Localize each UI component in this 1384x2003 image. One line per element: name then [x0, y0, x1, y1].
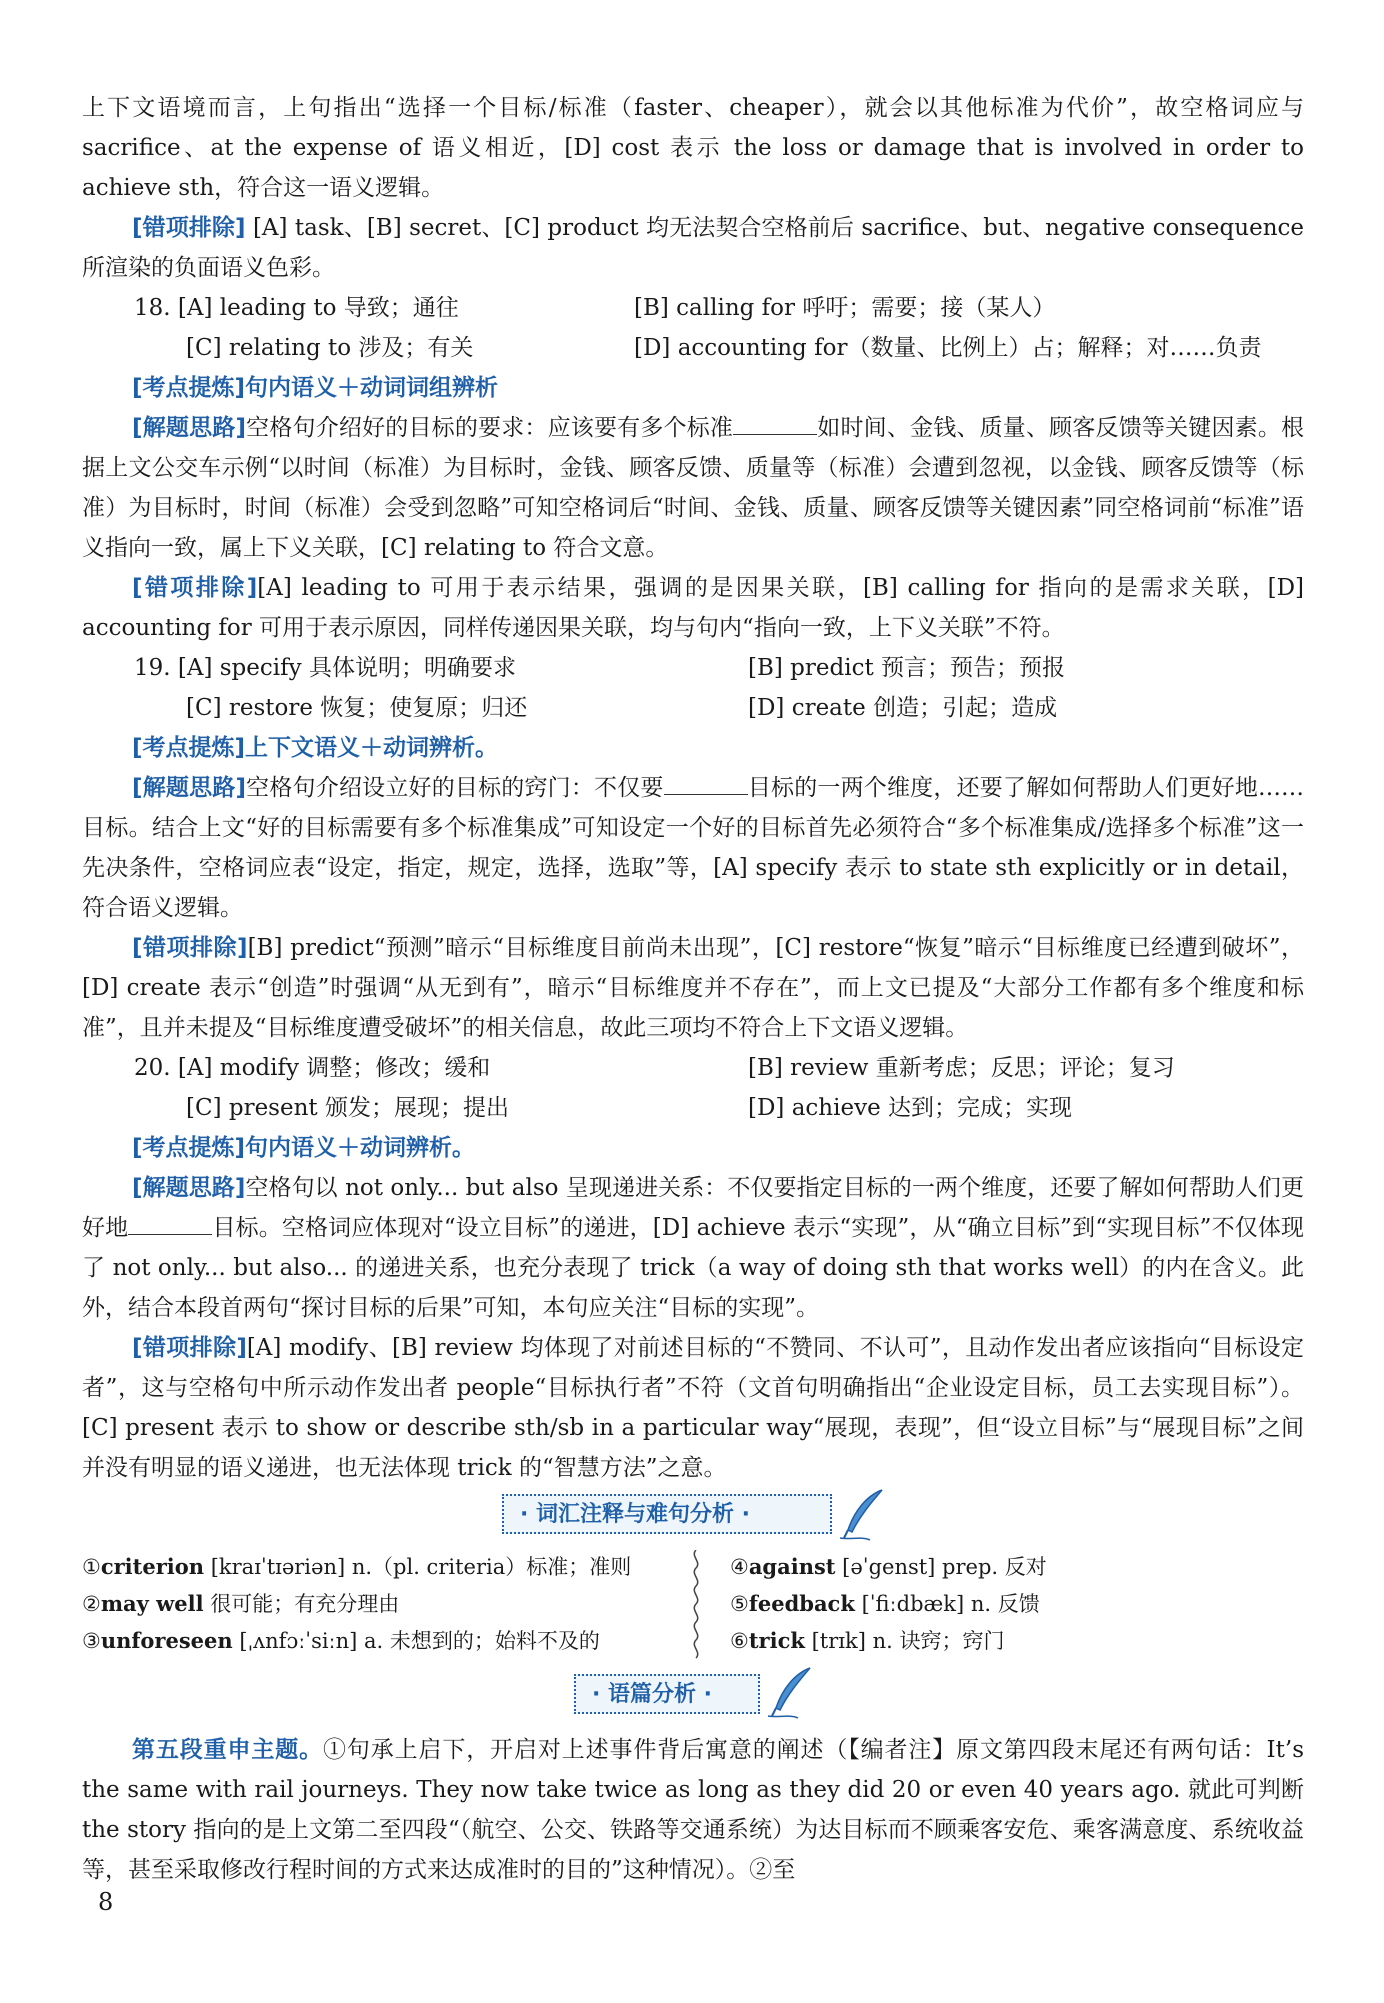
vocab-definition: [kraɪˈtɪəriən] n.（pl. criteria）标准；准则 — [204, 1555, 632, 1579]
solution-text-a: 空格句以 not only... but also 呈现递进关系：不仅要指定目标的一两个维度，还要了解如何帮助人们更好地 — [82, 1175, 1305, 1241]
quill-pen-icon — [764, 1664, 816, 1720]
q19-option-b: [B] predict 预言；预告；预报 — [748, 655, 1066, 681]
q20-option-a: 20. [A] modify 调整；修改；缓和 — [134, 1055, 491, 1081]
wrong-option-label: [错项排除] — [132, 1335, 247, 1361]
solution-label: [解题思路] — [132, 775, 246, 801]
q18-solution — [82, 408, 1304, 568]
key-point-label: [考点提炼] — [132, 735, 246, 761]
answer-blank — [733, 412, 817, 435]
wrong-option-text: [A] leading to 可用于表示结果，强调的是因果关联，[B] calling for 指向的是需求关联，[D] accounting for 可用于表示原因，同样传递因果关联，均与句内“指向一致，上下义关联”不符。 — [82, 575, 1304, 641]
vocab-item — [82, 1585, 399, 1623]
discourse-analysis-banner: · 语篇分析 · — [574, 1674, 760, 1714]
page-number: 8 — [98, 1888, 114, 1916]
vocab-item — [82, 1548, 631, 1586]
q18-option-c: [C] relating to 涉及；有关 — [186, 335, 474, 361]
q19-option-d: [D] create 创造；引起；造成 — [748, 695, 1058, 721]
q18-option-a: 18. [A] leading to 导致；通往 — [134, 295, 459, 321]
discourse-analysis-paragraph — [82, 1730, 1304, 1890]
vocab-number: ② — [82, 1592, 101, 1616]
wavy-divider — [688, 1550, 704, 1660]
vocab-number: ③ — [82, 1629, 101, 1653]
q19-solution — [82, 768, 1304, 928]
answer-blank — [664, 772, 748, 795]
q20-key-point — [82, 1128, 1304, 1168]
key-point-label: [考点提炼] — [132, 1135, 246, 1161]
wrong-option-label: [错项排除] — [132, 215, 246, 241]
wrong-option-label: [错项排除] — [132, 935, 248, 961]
q19-option-c: [C] restore 恢复；使复原；归还 — [186, 695, 528, 721]
solution-text-a: 空格句介绍设立好的目标的窍门：不仅要 — [245, 775, 664, 801]
solution-text-b: 目标的一两个维度，还要了解如何帮助人们更好地……目标。结合上文“好的目标需要有多个标准集成”可知设定一个好的目标首先必须符合“多个标准集成/选择多个标准”这一先决条件，空格词应表“设定，指定，规定，选择，选取”等，[A] specify 表示 to state sth explicitly or in detail，符合语义逻辑。 — [82, 775, 1305, 921]
solution-text-a: 空格句介绍好的目标的要求：应该要有多个标准 — [245, 415, 734, 441]
wrong-option-text: [A] modify、[B] review 均体现了对前述目标的“不赞同、不认可”，且动作发出者应该指向“目标设定者”，这与空格句中所示动作发出者 people“目标执行者”不符（文首句明确指出“企业设定目标，员工去实现目标”）。[C] present 表示 to show or describe sth/sb in a particular way“展现，表现”，但“设立目标”与“展现目标”之间并没有明显的语义递进，也无法体现 trick 的“智慧方法”之意。 — [82, 1335, 1304, 1481]
vocab-definition: 很可能；有充分理由 — [203, 1592, 400, 1616]
vocab-word: trick — [748, 1628, 805, 1653]
paragraph-17-solution-end: 上下文语境而言，上句指出“选择一个目标/标准（faster、cheaper），就会以其他标准为代价”，故空格词应与 sacrifice、at the expense of 语义相近，[D] cost 表示 the loss or damage that is involved in order to achieve sth，符合这一语义逻辑。 — [82, 95, 1304, 201]
solution-text-b: 如时间、金钱、质量、顾客反馈等关键因素。根据上文公交车示例“以时间（标准）为目标时，金钱、顾客反馈、质量等（标准）会遭到忽视，以金钱、顾客反馈等（标准）为目标时，时间（标准）会受到忽略”可知空格词后“时间、金钱、质量、顾客反馈等关键因素”同空格词前“标准”语义指向一致，属上下义关联，[C] relating to 符合文意。 — [82, 415, 1305, 561]
vocab-item — [82, 1622, 600, 1660]
vocab-number: ⑥ — [730, 1629, 749, 1653]
wrong-option-label: [错项排除] — [132, 575, 258, 601]
wrong-option-text: [B] predict“预测”暗示“目标维度目前尚未出现”，[C] restore“恢复”暗示“目标维度已经遭到破坏”，[D] create 表示“创造”时强调“从无到有”，暗示“目标维度并不存在”，而上文已提及“大部分工作都有多个维度和标准”，且并未提及“目标维度遭受破坏”的相关信息，故此三项均不符合上下文语义逻辑。 — [82, 935, 1305, 1041]
paragraph-17-wrong-options — [82, 208, 1304, 288]
analysis-label: 第五段重申主题。 — [132, 1737, 324, 1763]
solution-text-b: 目标。空格词应体现对“设立目标”的递进，[D] achieve 表示“实现”，从“确立目标”到“实现目标”不仅体现了 not only... but also... 的递进关系，也充分表现了 trick（a way of doing sth that works well）的内在含义。此外，结合本段首两句“探讨目标的后果”可知，本句应关注“目标的实现”。 — [82, 1215, 1305, 1321]
vocab-number: ④ — [730, 1555, 749, 1579]
vocab-item — [730, 1548, 1047, 1586]
vocab-word: may well — [100, 1591, 204, 1616]
key-point-label: [考点提炼] — [132, 375, 246, 401]
solution-label: [解题思路] — [132, 1175, 246, 1201]
vocab-section-banner: · 词汇注释与难句分析 · — [502, 1494, 832, 1534]
vocab-word: unforeseen — [100, 1628, 233, 1653]
key-point-text: 上下文语义＋动词辨析。 — [245, 735, 499, 761]
vocab-number: ① — [82, 1555, 101, 1579]
vocab-definition: [ˌʌnfɔːˈsiːn] a. 未想到的；始料不及的 — [232, 1629, 600, 1653]
vocab-item — [730, 1622, 1004, 1660]
analysis-text: ①句承上启下，开启对上述事件背后寓意的阐述（【编者注】原文第四段末尾还有两句话：It’s the same with rail journeys. They now take twice as long as they did 20 or even 40 years ago. 就此可判断 the story 指向的是上文第二至四段“（航空、公交、铁路等交通系统）为达目标而不顾乘客安危、乘客满意度、系统收益等，甚至采取修改行程时间的方式来达成准时的目的”这种情况）。②至 — [82, 1737, 1304, 1883]
answer-blank — [128, 1212, 212, 1235]
q18-option-d: [D] accounting for（数量、比例上）占；解释；对……负责 — [634, 335, 1262, 361]
q20-option-c: [C] present 颁发；展现；提出 — [186, 1095, 509, 1121]
q18-key-point — [82, 368, 1304, 408]
key-point-text: 句内语义＋动词词组辨析 — [245, 375, 499, 401]
q19-wrong-options — [82, 928, 1304, 1048]
q20-solution — [82, 1168, 1304, 1328]
vocab-definition: [əˈgenst] prep. 反对 — [835, 1555, 1047, 1579]
q20-option-d: [D] achieve 达到；完成；实现 — [748, 1095, 1072, 1121]
vocab-definition: [trɪk] n. 诀窍；窍门 — [804, 1629, 1005, 1653]
q18-wrong-options — [82, 568, 1304, 648]
key-point-text: 句内语义＋动词辨析。 — [245, 1135, 476, 1161]
solution-label: [解题思路] — [132, 415, 246, 441]
wrong-option-text: [A] task、[B] secret、[C] product 均无法契合空格前后 sacrifice、but、negative consequence 所渲染的负面语义色彩。 — [82, 215, 1304, 281]
vocab-item — [730, 1585, 1040, 1623]
vocab-number: ⑤ — [730, 1592, 749, 1616]
q19-key-point — [82, 728, 1304, 768]
vocab-definition: [ˈfiːdbæk] n. 反馈 — [854, 1592, 1040, 1616]
q20-wrong-options — [82, 1328, 1304, 1488]
q20-option-b: [B] review 重新考虑；反思；评论；复习 — [748, 1055, 1175, 1081]
vocab-word: against — [748, 1554, 836, 1579]
vocab-word: feedback — [748, 1591, 855, 1616]
vocab-word: criterion — [100, 1554, 205, 1579]
q19-option-a: 19. [A] specify 具体说明；明确要求 — [134, 655, 516, 681]
q18-option-b: [B] calling for 呼吁；需要；接（某人） — [634, 295, 1056, 321]
quill-pen-icon — [836, 1486, 888, 1542]
